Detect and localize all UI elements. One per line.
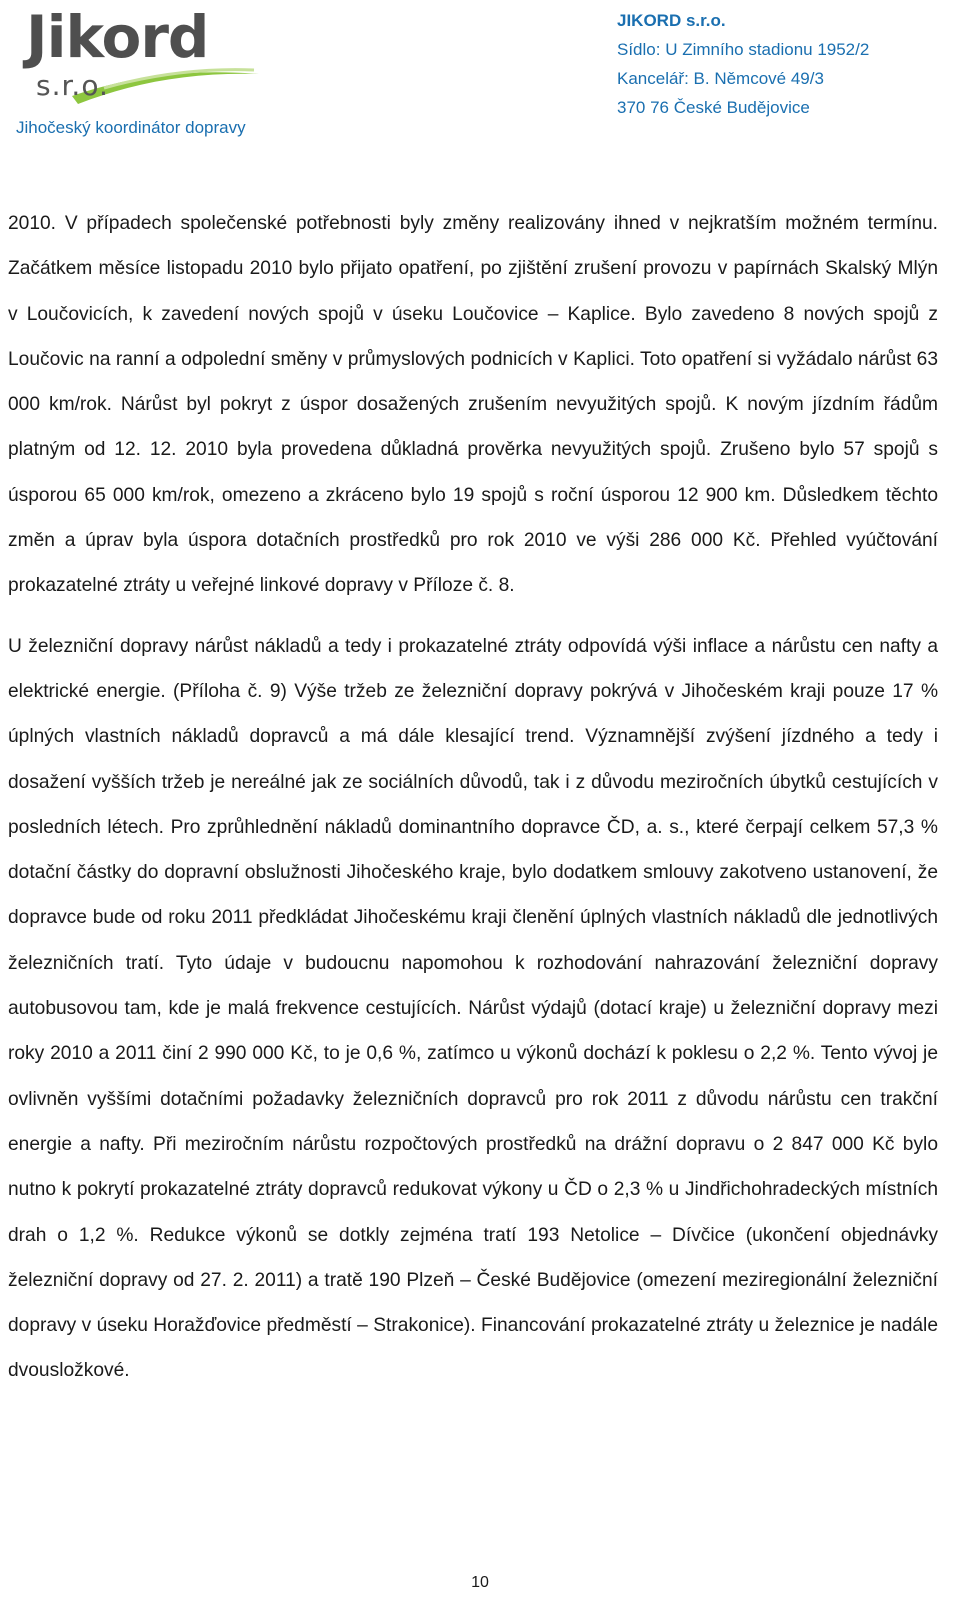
address-line-1: Sídlo: U Zimního stadionu 1952/2 (617, 40, 870, 59)
logo-sro: s.r.o. (36, 69, 109, 102)
company-logo (6, 3, 306, 138)
logo-tagline: Jihočeský koordinátor dopravy (16, 118, 246, 137)
paragraph-2: U železniční dopravy nárůst nákladů a tedy i prokazatelné ztráty odpovídá výši inflace a nárůstu cen nafty a elektrické energie. (Příloha č. 9) Výše tržeb ze železniční dopravy pokrývá v Jihočeském kraji pouze 17 % úplných vlastních nákladů dopravců a má dále klesající trend. Významnější zvýšení jízdného a tedy i dosažení vyšších tržeb je nereálné jak ze sociálních důvodů, tak i z důvodu meziročních úbytků cestujících v posledních létech. Pro zprůhlednění nákladů dominantního dopravce ČD, a. s., které čerpají celkem 57,3 % dotační částky do dopravní obslužnosti Jihočeského kraje, bylo dodatkem smlouvy zakotveno ustanovení, že dopravce bude od roku 2011 předkládat Jihočeskému kraji členění úplných vlastních nákladů dle jednotlivých železničních tratí. Tyto údaje v budoucnu napomohou k rozhodování nahrazování železniční dopravy autobusovou tam, kde je malá frekvence cestujících. Nárůst výdajů (dotací kraje) u železniční dopravy mezi roky 2010 a 2011 činí 2 990 000 Kč, to je 0,6 %, zatímco u výkonů dochází k poklesu o 2,2 %. Tento vývoj je ovlivněn vyššími dotačními požadavky železničních dopravců pro rok 2011 z důvodu nárůstu cen trakční energie a nafty. Při meziročním nárůstu rozpočtových prostředků na drážní dopravu o 2 847 000 Kč bylo nutno k pokrytí prokazatelné ztráty dopravců redukovat výkony u ČD o 2,3 % u Jindřichohradeckých místních drah o 1,2 %. Redukce výkonů se dotkly zejména tratí 193 Netolice – Dívčice (ukončení objednávky železniční dopravy od 27. 2. 2011) a tratě 190 Plzeň – České Budějovice (omezení meziregionální železniční dopravy v úseku Horažďovice předměstí – Strakonice). Financování prokazatelné ztráty u železnice je nadále dvousložkové. (8, 635, 938, 1382)
body-text (8, 201, 938, 1394)
address-line-3: 370 76 České Budějovice (617, 98, 810, 117)
page-number: 10 (471, 1574, 489, 1591)
company-name: JIKORD s.r.o. (617, 11, 726, 30)
paragraph-1: 2010. V případech společenské potřebnosti byly změny realizovány ihned v nejkratším možném termínu. Začátkem měsíce listopadu 2010 bylo přijato opatření, po zjištění zrušení provozu v papírnách Skalský Mlýn v Loučovicích, k zavedení nových spojů v úseku Loučovice – Kaplice. Bylo zavedeno 8 nových spojů z Loučovic na ranní a odpolední směny v průmyslových podnicích v Kaplici. Toto opatření si vyžádalo nárůst 63 000 km/rok. Nárůst byl pokryt z úspor dosažených zrušením nevyužitých spojů. K novým jízdním řádům platným od 12. 12. 2010 byla provedena důkladná prověrka nevyužitých spojů. Zrušeno bylo 57 spojů s úsporou 65 000 km/rok, omezeno a zkráceno bylo 19 spojů s roční úsporou 12 900 km. Důsledkem těchto změn a úprav byla úspora dotačních prostředků pro rok 2010 ve výši 286 000 Kč. Přehled vyúčtování prokazatelné ztráty u veřejné linkové dopravy v Příloze č. 8. (8, 213, 938, 597)
logo-wordmark: Jikord (26, 3, 209, 71)
company-address-block (617, 6, 869, 122)
address-line-2: Kancelář: B. Němcové 49/3 (617, 69, 824, 88)
